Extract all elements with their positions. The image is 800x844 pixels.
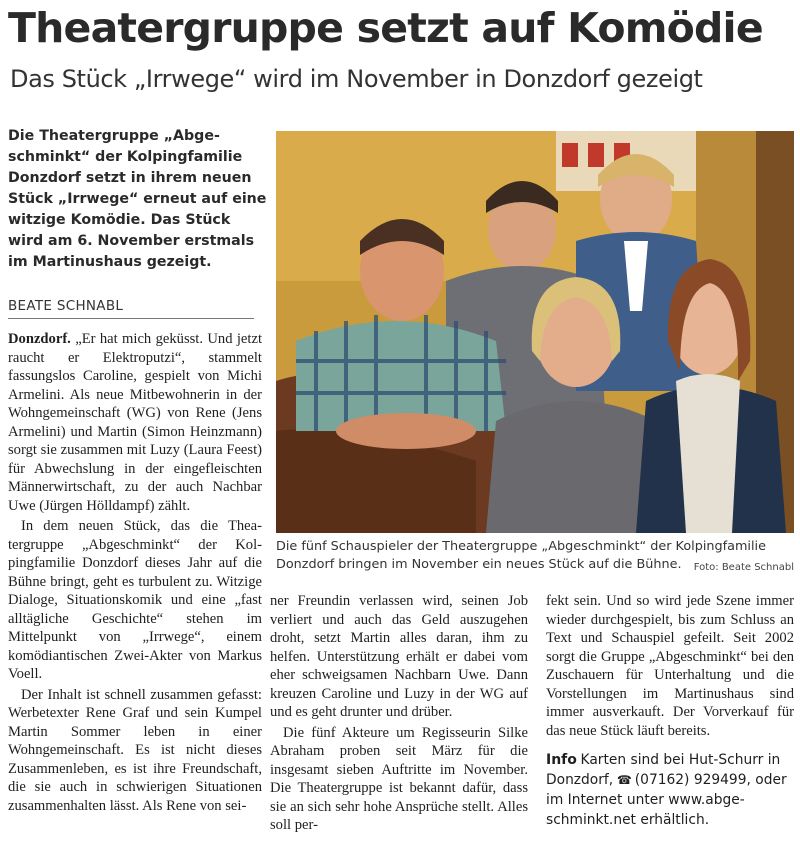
- article-photo: [276, 131, 794, 533]
- info-phone: (07162) 929499: [634, 772, 747, 788]
- author-byline: BEATE SCHNABL: [8, 298, 254, 319]
- headline: Theatergruppe setzt auf Komödie: [8, 4, 763, 52]
- paragraph-5: Die fünf Akteure um Regisseurin Silke Abraham proben seit März für die insgesamt sieben Auftritte im November. Die Theatergruppe ist bekannt dafür, dass sie an sich sehr hohe Ansprüche stellt. Alles soll per-: [270, 724, 528, 833]
- article-column-1: [8, 330, 262, 838]
- photo-caption: Die fünf Schauspieler der Theatergruppe „Abgeschminkt“ der Kolpingfamilie Donzdorf bringen im November ein neues Stück auf die Bühne.: [276, 539, 766, 572]
- info-box: [546, 750, 794, 830]
- subheadline: Das Stück „Irrwege“ wird im November in Donzdorf gezeigt: [10, 65, 703, 93]
- info-label: Info: [546, 752, 577, 768]
- phone-icon: ☎: [616, 773, 632, 787]
- paragraph-6: fekt sein. Und so wird jede Szene immer wieder durchgespielt, bis zum Schluss an Text und Schauspiel gefeilt. Seit 2002 sorgt die Gruppe „Abgeschminkt“ bei den Zuschauern für Unterhaltung und die Vorstellungen im Martinushaus sind immer ausverkauft. Der Vorverkauf für das neue Stück läuft bereits.: [546, 593, 794, 739]
- article-column-2: [270, 592, 528, 838]
- article-column-3: [546, 592, 794, 838]
- dateline: Donzdorf.: [8, 331, 71, 347]
- paragraph-1: [8, 330, 262, 515]
- lead-paragraph: Die Theatergruppe „Abgeschminkt“ der Kolpingfamilie Donzdorf setzt in ihrem neuen Stück „Irrwege“ erneut auf eine witzige Komödie. Das Stück wird am 6. November erstmals im Martinushaus gezeigt.: [8, 128, 267, 270]
- photo-credit: Foto: Beate Schnabl: [693, 562, 794, 573]
- paragraph-4: ner Freundin verlassen wird, seinen Job verliert und auch das Geld auszugehen droht, setzt Martin alles daran, ihm zu helfen. Unterstützung erhält er dabei vom eher schweigsamen Nachbarn Uwe. Dann kreuzen Caroline und Luzy in der WG auf und es geht drunter und drüber.: [270, 593, 528, 720]
- paragraph-3: Der Inhalt ist schnell zusammen gefasst: Werbetexter Rene Graf und sein Kumpel Martin Sommer leben in einer Wohngemeinschaft. Es ist nicht dieses Zusammenleben, es ist ihre Freundschaft, die sie auch in schwierigen Situationen zusammenhalten lässt. Als Rene von sei-: [8, 686, 262, 814]
- paragraph-1-text: „Er hat mich geküsst. Und jetzt raucht er Elektroputzi“, stammelt fassungslos Caroline, gespielt von Michi Armelini. Als neue Mitbewohnerin in der Wohngemeinschaft (WG) von Rene (Jens Armelini) und Martin (Simon Heinzmann) sorgt sie zusammen mit Luzy (Laura Feest) für Abwechslung in der eingefleischten Männerwirtschaft, zu der auch Nachbar Uwe (Jürgen Hölldampf) zählt.: [8, 331, 262, 514]
- info-text-before: Karten sind bei Hut-Schurr in Donzdorf,: [546, 752, 781, 788]
- group-photo-illustration: [276, 131, 794, 533]
- info-text-after: , oder im Internet unter www.abge-schminkt.net erhältlich.: [546, 772, 787, 828]
- paragraph-2: In dem neuen Stück, das die Theatergruppe „Abgeschminkt“ der Kolpingfamilie Donzdorf dieses Jahr auf die Bühne bringt, geht es turbulent zu. Witzige Dialoge, Situationskomik und eine „fast alltägliche Geschichte“ stehen im Mittelpunkt von „Irrwege“, einem komödiantischen Zwei-Akter von Markus Voell.: [8, 518, 262, 682]
